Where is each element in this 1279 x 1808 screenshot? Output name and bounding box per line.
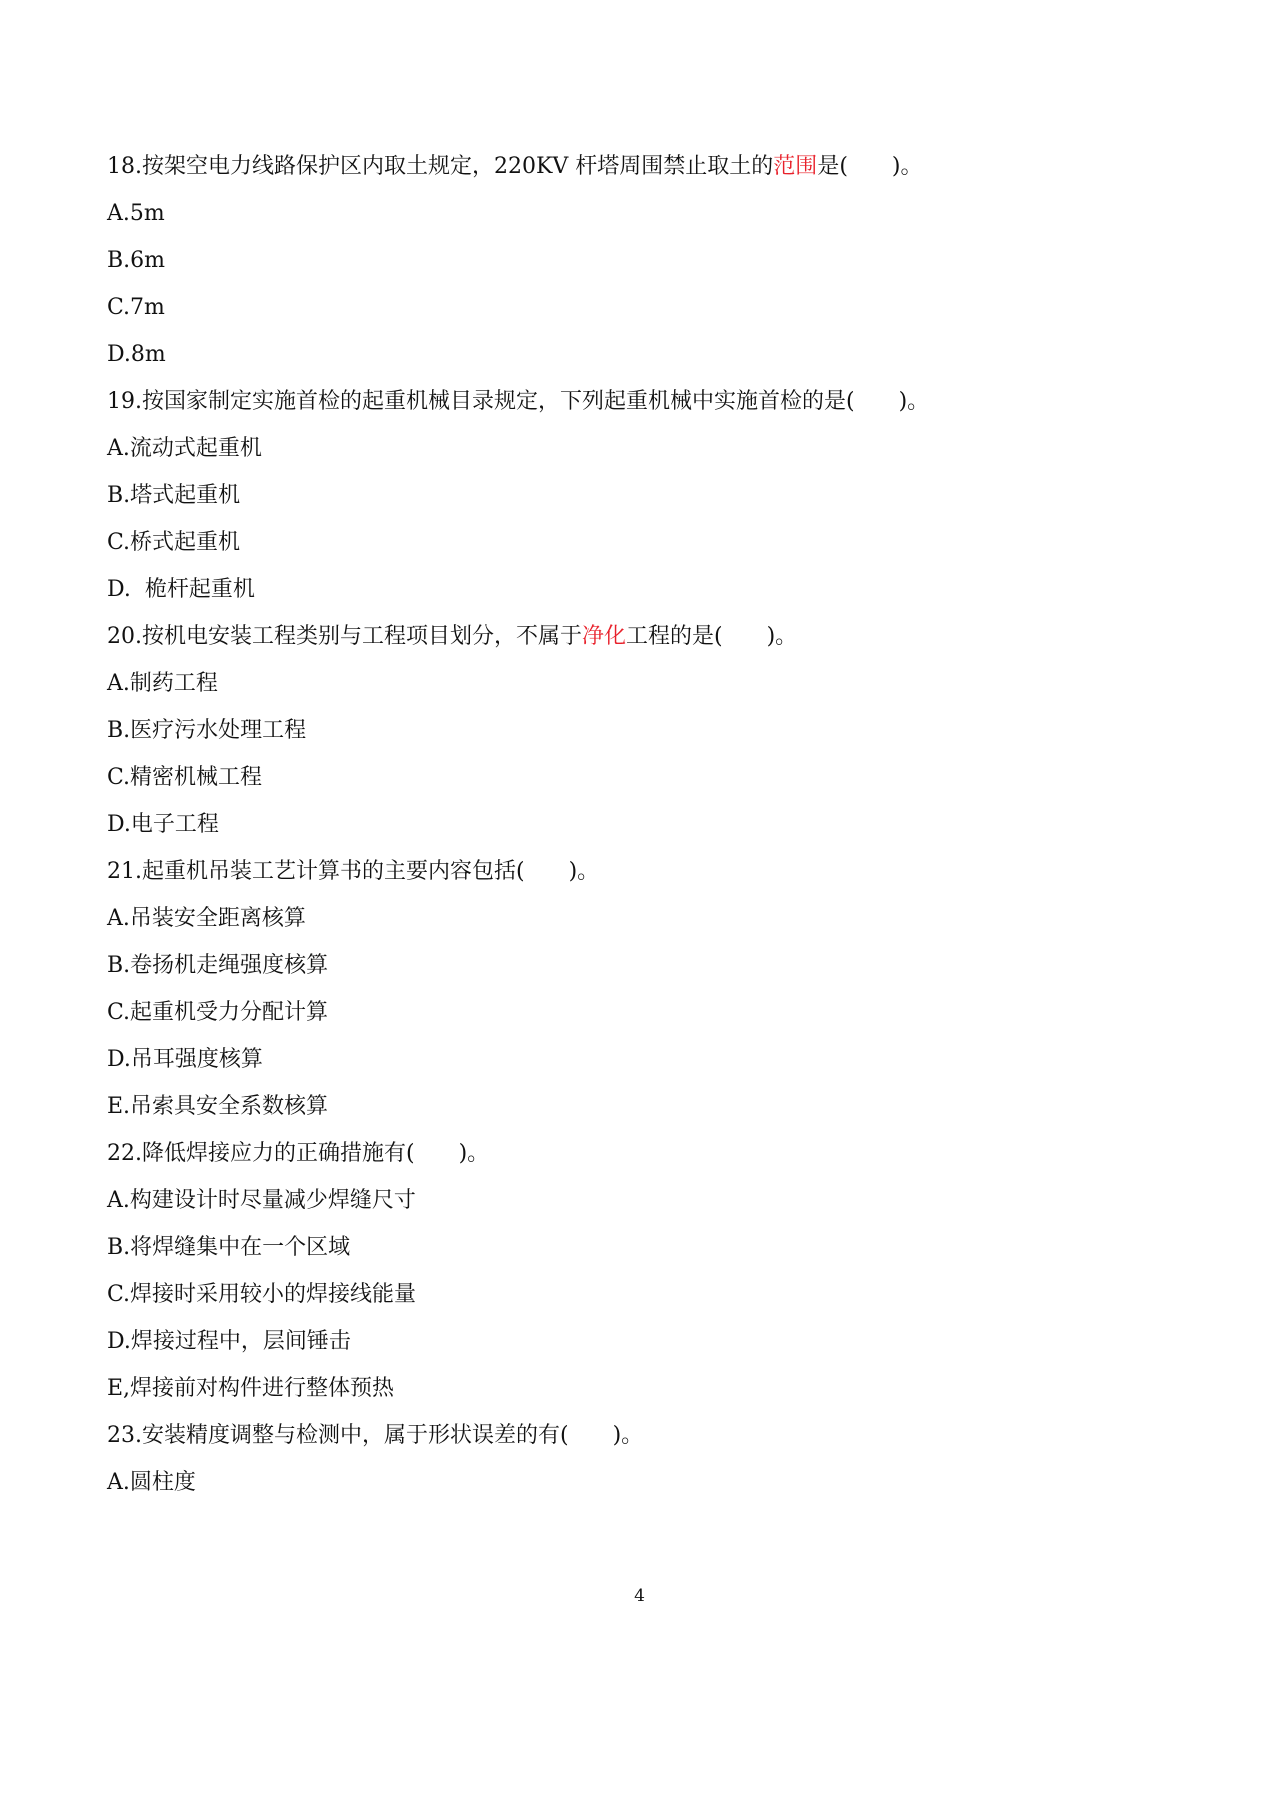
question-stem [107,1134,1187,1181]
stem-text-end: 工程的是( )。 [626,624,798,649]
option-a: A.构建设计时尽量减少焊缝尺寸 [107,1188,416,1213]
option-c: C.起重机受力分配计算 [107,1000,329,1025]
question-stem [107,1416,1187,1463]
stem-text: 18.按架空电力线路保护区内取土规定，220KV 杆塔周围禁止取土的 [107,154,774,179]
question-list [107,147,1187,1510]
option-c: C.精密机械工程 [107,765,263,790]
stem-text: 23.安装精度调整与检测中，属于形状误差的有( )。 [107,1423,644,1448]
highlighted-term: 范围 [773,154,818,179]
stem-text: 19.按国家制定实施首检的起重机械目录规定，下列起重机械中实施首检的是( )。 [107,389,930,414]
option-a: A.制药工程 [107,671,218,696]
option-d: D.焊接过程中，层间锤击 [107,1329,351,1354]
option-d: D. 桅杆起重机 [107,577,255,602]
question-stem [107,382,1187,429]
option-c: C.焊接时采用较小的焊接线能量 [107,1282,417,1307]
option-d: D.吊耳强度核算 [107,1047,263,1072]
option-b: B.塔式起重机 [107,483,241,508]
stem-text: 20.按机电安装工程类别与工程项目划分，不属于 [107,624,582,649]
option-d: D.8m [107,342,166,367]
option-b: B.医疗污水处理工程 [107,718,307,743]
option-b: B.卷扬机走绳强度核算 [107,953,329,978]
option-d: D.电子工程 [107,812,219,837]
stem-text-end: 是( )。 [817,154,923,179]
option-b: B.6m [107,248,166,273]
option-a: A.5m [107,201,165,226]
question-stem [107,852,1187,899]
stem-text: 22.降低焊接应力的正确措施有( )。 [107,1141,490,1166]
option-a: A.圆柱度 [107,1470,196,1495]
stem-text: 21.起重机吊装工艺计算书的主要内容包括( )。 [107,859,600,884]
option-a: A.吊装安全距离核算 [107,906,306,931]
option-e: E,焊接前对构件进行整体预热 [107,1376,395,1401]
highlighted-term: 净化 [582,624,627,649]
option-a: A.流动式起重机 [107,436,262,461]
option-e: E.吊索具安全系数核算 [107,1094,329,1119]
option-c: C.桥式起重机 [107,530,241,555]
option-b: B.将焊缝集中在一个区域 [107,1235,351,1260]
question-stem [107,617,1187,664]
option-c: C.7m [107,295,165,320]
page-number: 4 [634,1586,645,1606]
question-stem [107,147,1187,194]
